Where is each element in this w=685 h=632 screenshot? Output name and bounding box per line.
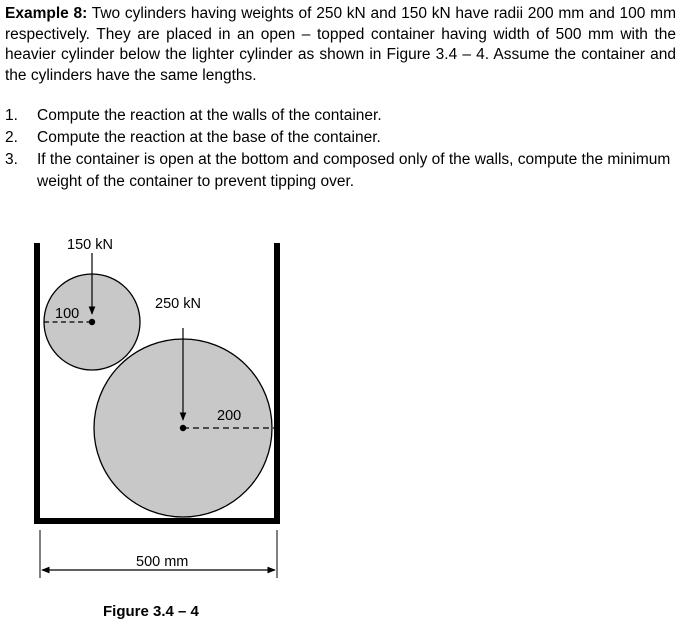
small-radius-label: 100	[55, 306, 80, 322]
container-figure	[0, 220, 685, 600]
task-text: Compute the reaction at the walls of the container.	[37, 107, 382, 124]
small-load-label: 150 kN	[67, 237, 113, 253]
task-text: If the container is open at the bottom and composed only of the walls, compute the minimum weight of the container to prevent tipping over.	[37, 151, 671, 190]
task-number: 2.	[5, 129, 18, 146]
width-dimension-label: 500 mm	[136, 554, 189, 570]
large-load-label: 250 kN	[155, 296, 201, 312]
left-wall	[34, 243, 40, 524]
figure-caption: Figure 3.4 – 4	[103, 603, 199, 620]
task-item	[5, 105, 676, 127]
task-number: 3.	[5, 151, 18, 168]
large-center-point	[180, 425, 186, 431]
task-text: Compute the reaction at the base of the container.	[37, 129, 381, 146]
problem-statement	[5, 4, 676, 86]
small-center-point	[89, 319, 95, 325]
problem-text: Two cylinders having weights of 250 kN and 150 kN have radii 200 mm and 100 mm respectively. They are placed in an open – topped container having width of 500 mm with the heavier cylinder below the lighter cylinder as shown in Figure 3.4 – 4. Assume the container and the cylinders have the same lengths.	[5, 5, 676, 84]
right-wall	[274, 243, 280, 524]
example-label: Example 8:	[5, 5, 88, 22]
task-list	[5, 105, 676, 193]
large-radius-label: 200	[217, 408, 242, 424]
task-item	[5, 127, 676, 149]
task-item	[5, 149, 676, 193]
task-number: 1.	[5, 107, 18, 124]
container-base	[34, 518, 280, 524]
